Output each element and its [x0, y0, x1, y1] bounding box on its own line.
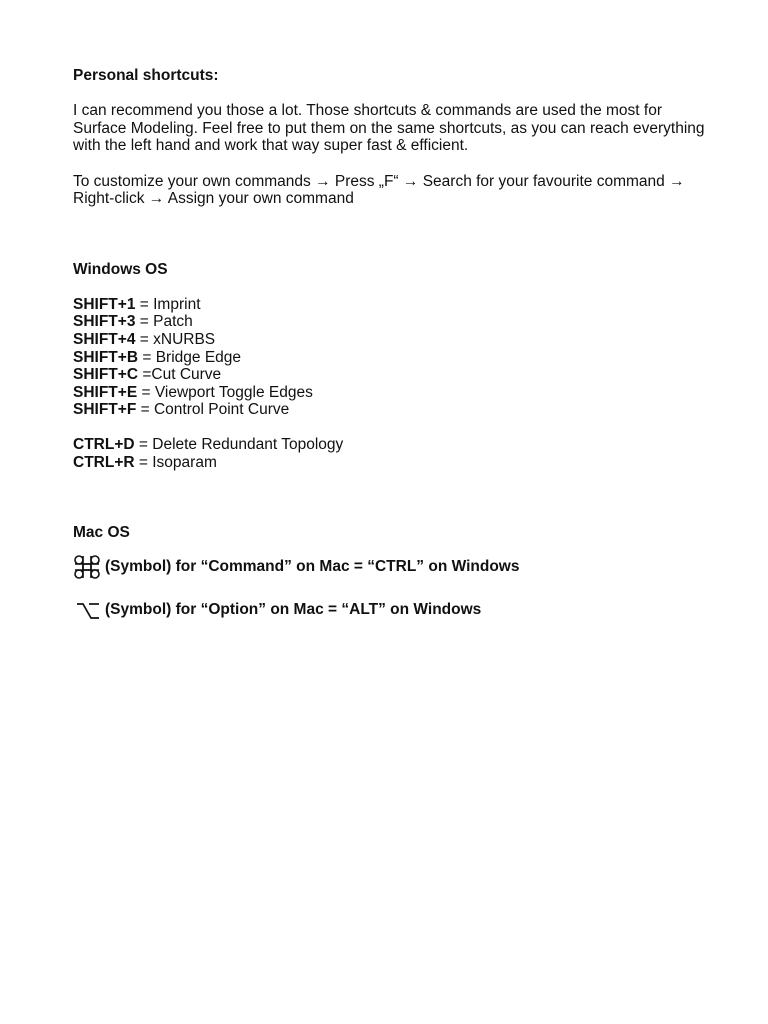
ctrl-shortcut-list [73, 436, 713, 471]
shortcut-separator: = [138, 348, 156, 366]
shortcut-separator: = [137, 383, 155, 401]
shortcut-action: Bridge Edge [155, 348, 242, 366]
shortcut-separator: = [135, 330, 154, 348]
command-symbol-note: (Symbol) for “Command” on Mac = “CTRL” on Windows [105, 558, 520, 576]
shortcut-action: Control Point Curve [153, 401, 290, 419]
shortcut-action: xNURBS [153, 330, 216, 348]
shortcut-row [73, 454, 713, 472]
shortcut-key: SHIFT+1 [73, 295, 136, 313]
shortcut-key: SHIFT+F [73, 401, 137, 419]
shortcut-row [73, 349, 713, 367]
shortcut-key: SHIFT+B [73, 348, 139, 366]
shortcut-action: Isoparam [152, 454, 217, 472]
shortcut-separator: = [135, 295, 154, 313]
shortcut-separator: = [138, 366, 152, 384]
mac-section-title: Mac OS [73, 524, 130, 542]
intro-paragraph: I can recommend you those a lot. Those shortcuts & commands are used the most for Surface Modeling. Feel free to put them on the same shortcuts, as you can reach everything with the left hand and work that way super fast & efficient. [73, 102, 705, 155]
command-symbol-row [73, 554, 713, 580]
shortcut-action: Delete Redundant Topology [152, 436, 344, 454]
shortcut-action: Imprint [153, 295, 201, 313]
page-heading: Personal shortcuts: [73, 67, 219, 84]
option-key-icon [73, 598, 105, 622]
shortcut-action: Viewport Toggle Edges [154, 383, 313, 401]
shortcut-row [73, 384, 713, 402]
customize-paragraph: To customize your own commands → Press „F“ → Search for your favourite command → Right-click → Assign your own command [73, 172, 685, 208]
windows-section-title: Windows OS [73, 260, 168, 278]
shortcut-row [73, 296, 713, 314]
shortcut-row [73, 331, 713, 349]
shortcut-action: Patch [153, 313, 193, 331]
shortcut-row [73, 366, 713, 384]
shortcut-separator: = [134, 436, 153, 454]
shortcut-action: Cut Curve [151, 366, 222, 384]
shortcut-key: SHIFT+C [73, 366, 139, 384]
shortcut-key: CTRL+D [73, 436, 135, 454]
document-page [73, 67, 713, 622]
shortcut-key: CTRL+R [73, 454, 135, 472]
shortcut-row [73, 436, 713, 454]
shortcut-key: SHIFT+3 [73, 313, 136, 331]
shortcut-key: SHIFT+4 [73, 330, 136, 348]
shortcut-key: SHIFT+E [73, 383, 138, 401]
option-symbol-note: (Symbol) for “Option” on Mac = “ALT” on Windows [105, 601, 482, 619]
shortcut-separator: = [134, 454, 153, 472]
shortcut-separator: = [136, 401, 154, 419]
shortcut-row [73, 401, 713, 419]
command-key-icon [73, 554, 105, 580]
shift-shortcut-list [73, 296, 713, 419]
shortcut-row [73, 313, 713, 331]
option-symbol-row [73, 598, 713, 622]
shortcut-separator: = [135, 313, 154, 331]
